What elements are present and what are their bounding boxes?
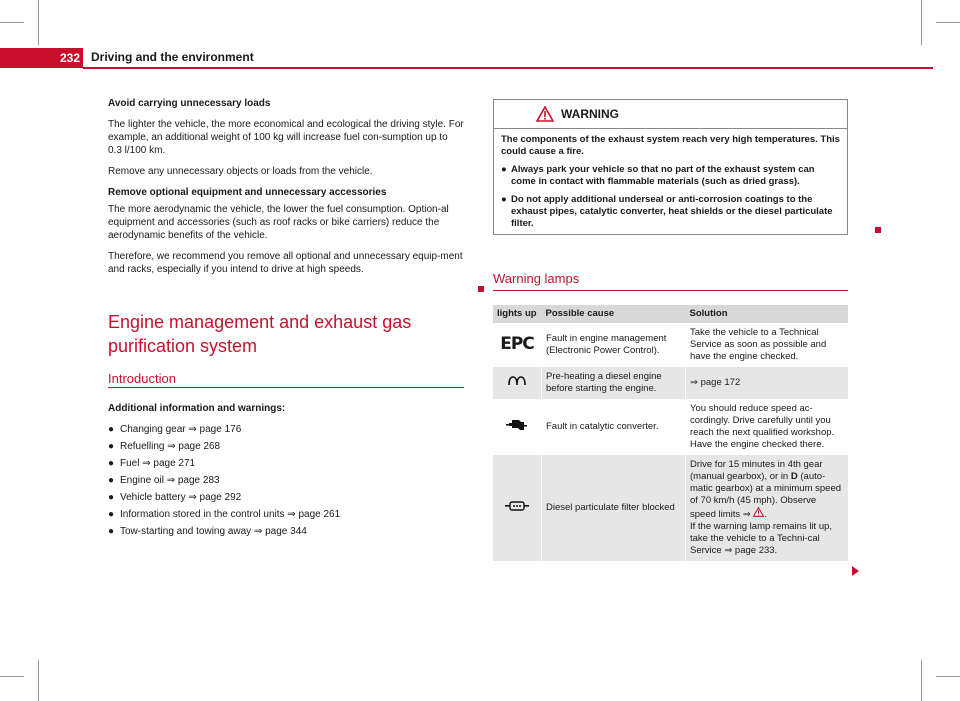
- warning-item: ● Do not apply additional underseal or anti-corrosion coatings to the exhaust pipes, catalytic converter, heat shields or the diesel particulate filter.: [501, 194, 833, 229]
- crop-mark: [38, 660, 39, 701]
- cause-cell: Diesel particulate filter blocked: [542, 455, 686, 561]
- cause-cell: Pre-heating a diesel engine before starting the engine.: [542, 367, 686, 399]
- warning-box: [493, 99, 848, 235]
- aero-paragraph: The more aerodynamic the vehicle, the lower the fuel consumption. Option-al equipment and accessories (such as roof racks or bike carriers) reduce the aerodynamic benefits of the vehicle.: [108, 204, 449, 241]
- list-item: ● Engine oil ⇒ page 283: [108, 475, 220, 486]
- optional-heading: Remove optional equipment and unnecessary accessories: [108, 187, 387, 198]
- cause-cell: Fault in engine management (Electronic Power Control).: [542, 323, 686, 367]
- crop-mark: [0, 22, 24, 23]
- warning-intro: The components of the exhaust system reach very high temperatures. This could cause a fire.: [501, 134, 840, 157]
- warning-lamps-table: [493, 305, 848, 561]
- warning-body: [494, 129, 847, 241]
- continue-arrow-icon: [852, 566, 859, 576]
- section-title: Engine management and exhaust gas purification system: [108, 312, 412, 356]
- solution-cell: You should reduce speed ac-cordingly. Drive carefully until you reach the next qualified workshop. Have the engine checked there.: [686, 399, 849, 455]
- glow-plug-icon: [493, 367, 542, 399]
- particulate-filter-icon: [493, 455, 542, 561]
- warning-triangle-icon: [536, 106, 554, 126]
- list-item: ● Changing gear ⇒ page 176: [108, 424, 242, 435]
- warning-lamps-title: Warning lamps: [493, 271, 580, 286]
- table-row: [493, 455, 848, 561]
- solution-cell: Drive for 15 minutes in 4th gear (manual gearbox), or in D (auto-matic gearbox) at a minimum speed of 70 km/h (45 mph). Observe speed limits ⇒ . If the warning lamp remains lit up, take the vehicle to a Techni-cal Service ⇒ page 233.: [686, 455, 849, 561]
- warning-triangle-icon: [753, 509, 764, 520]
- info-heading: Additional information and warnings:: [108, 403, 286, 414]
- page-number: 232: [0, 48, 83, 68]
- list-item: ● Fuel ⇒ page 271: [108, 458, 196, 469]
- solution-cell: Take the vehicle to a Technical Service as soon as possible and have the engine checked.: [686, 323, 849, 367]
- cause-cell: Fault in catalytic converter.: [542, 399, 686, 455]
- header-rule: [83, 67, 933, 69]
- column-header: Solution: [686, 305, 849, 323]
- warning-label: WARNING: [561, 107, 619, 121]
- table-row: [493, 399, 848, 455]
- list-item: ● Tow-starting and towing away ⇒ page 344: [108, 526, 307, 537]
- column-header: lights up: [493, 305, 542, 323]
- warning-lamps-rule: [493, 290, 848, 291]
- section-end-mark: [478, 286, 484, 292]
- warning-header: [494, 100, 847, 129]
- crop-mark: [38, 0, 39, 45]
- subsection-rule: [108, 387, 464, 388]
- table-header-row: [493, 305, 848, 323]
- table-row: [493, 323, 848, 367]
- loads-heading: Avoid carrying unnecessary loads: [108, 98, 271, 109]
- crop-mark: [921, 0, 922, 45]
- reference-list: [108, 423, 464, 538]
- epc-lamp-icon: EPC: [493, 323, 542, 367]
- crop-mark: [0, 676, 24, 677]
- loads-paragraph: The lighter the vehicle, the more economical and ecological the driving style. For example, an additional weight of 100 kg will increase fuel con-sumption up to 0.3 l/100 km.: [108, 119, 464, 156]
- list-item: ● Vehicle battery ⇒ page 292: [108, 492, 242, 503]
- recommend-paragraph: Therefore, we recommend you remove all optional and unnecessary equip-ment and racks, especially if you intend to drive at high speeds.: [108, 251, 463, 275]
- subsection-title: Introduction: [108, 371, 176, 386]
- header-title: Driving and the environment: [91, 50, 254, 64]
- warning-end-mark: [875, 227, 881, 233]
- crop-mark: [921, 660, 922, 701]
- list-item: ● Information stored in the control units ⇒ page 261: [108, 509, 341, 520]
- remove-paragraph: Remove any unnecessary objects or loads from the vehicle.: [108, 166, 373, 177]
- crop-mark: [936, 22, 960, 23]
- left-column: [108, 97, 464, 542]
- catalytic-converter-icon: [493, 399, 542, 455]
- solution-cell: ⇒ page 172: [686, 367, 849, 399]
- list-item: ● Refuelling ⇒ page 268: [108, 441, 221, 452]
- warning-item: ● Always park your vehicle so that no part of the exhaust system can come in contact with flammable materials (such as dried grass).: [501, 164, 815, 187]
- crop-mark: [936, 676, 960, 677]
- table-row: [493, 367, 848, 399]
- column-header: Possible cause: [542, 305, 686, 323]
